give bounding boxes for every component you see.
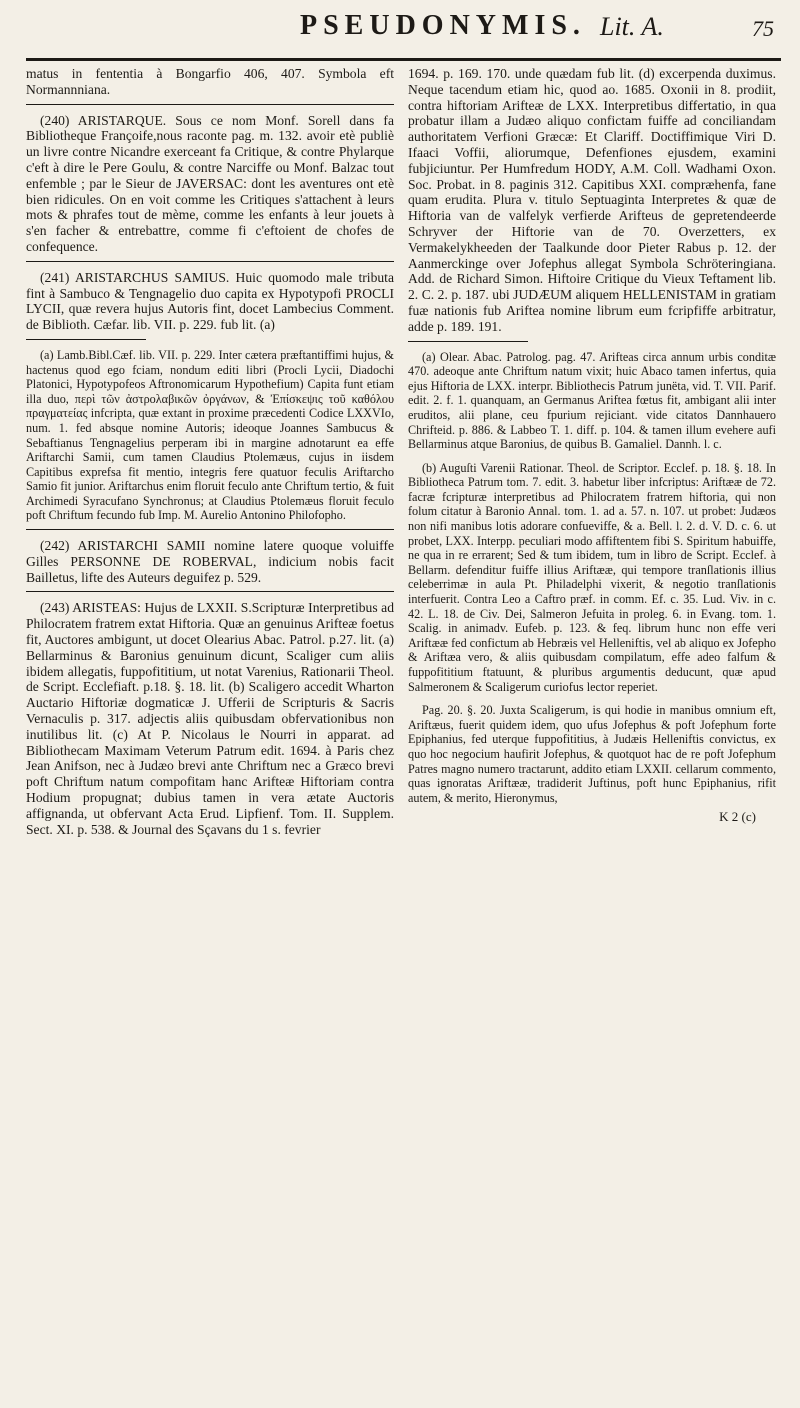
footnote-continuation: Pag. 20. §. 20. Juxta Scaligerum, is qui hodie in manibus omnium eft, Ariftæus, fuerit quidem idem, quo ufus Jofephus & poft Jofephum forte Epiphanius, fed uterque fuppofititius, à Judæis Helleniftis convictus, ex quo hoc negocium haufirit Jofephus, & quotquot hac de re poft Jofephum Patres magno numero tractarunt, addito etiam LXXII. cellarum commento, quas ignoratas Ariftææ, tradiderit Juftinus, poft hunc Epiphanius, rifit autem, & merito, Hieronymus, [408, 703, 776, 805]
footnote-a: (a) Olear. Abac. Patrolog. pag. 47. Arifteas circa annum urbis conditæ 470. adeoque ante Chriftum natum vixit; huic Abaco tamen infertus, quia ejus Hiftoria de LXX. interpr. Bibliothecis Patrum junëta, vid. T. VII. Parif. edit. 2. f. 1. quanquam, an Germanus Ariftea fœtus fit, ambigant alii inter eruditos, alii plane, ceu fpurium rejiciant. vide citatos Dannhauero Chrifteid. p. 886. & Labbeo T. 1. diff. p. 104. & tamen illum evehere aufi Bellarminus atque Baronius, de quibus B. Gamaliel. Dannh. l. c. [408, 349, 776, 452]
divider [26, 104, 394, 105]
section-label: Lit. A. [600, 12, 664, 41]
entry-242: (242) ARISTARCHI SAMII nomine latere quoque voluiffe Gilles PERSONNE DE ROBERVAL, indicium nobis facit Bailletus, lifte des Auteurs deguifez p. 529. [26, 538, 394, 585]
divider [26, 529, 394, 530]
divider [26, 261, 394, 262]
header-rule [26, 58, 781, 61]
entry-243: (243) ARISTEAS: Hujus de LXXII. S.Scripturæ Interpretibus ad Philocratem fratrem extat Hiftoria. Quæ an genuinus Arifteæ foetus fit, Auctores ambigunt, ut docet Olearius Abac. Patrol. p.27. lit. (a) Bellarminus & Baronius genuinum dicunt, Scaliger cum aliis ibidem allegatis, fuppofititium, ut notat Varenius, Rationarii Theol. de Script. Ecclefiaft. p.18. §. 18. lit. (b) Scaligero accedit Wharton Auctario Hiftoriæ dogmaticæ J. Ufferii de Scripturis & Sacris Vernaculis p. 317. adjectis aliis quibusdam obfervationibus non inutilibus lit. (c) At P. Nicolaus le Nourri in apparat. ad Bibliothecam Maximam Veterum Patrum edit. 1694. à Paris chez Jean Anifson, nec à Judæo brevi ante Chriftum nec a Græco brevi poft Chriftum natum compofitam hanc Arifteæ Hiftoriam contra Hodium propugnat; dubius tamen in vera ætate Auctoris affignanda, ut obfervant Acta Erud. Lipfienf. Tom. II. Supplem. Sect. XI. p. 538. & Journal des Sçavans du 1 s. fevrier [26, 600, 394, 837]
signature-mark: K 2 (c) [719, 809, 756, 825]
footnote-b: (b) Auguſti Varenii Rationar. Theol. de Scriptor. Ecclef. p. 18. §. 18. In Bibliotheca Patrum tom. 7. edit. 3. habetur liber infcriptus: Ariftææ de 72. facræ fcripturæ interpretibus ad Philocratem fratrem hiftoria, qui non folum citatur à Baronio Annal. tom. 1. ad a. 57. n. 107. ut probet: Judæos non nifi manibus lotis adorare confueviffe, & a. Bell. l. 2. d. V. D. c. 6. ut probet, LXX. Interpp. peculiari modo affiftentem fibi S. Spiritum habuiffe, ne qua in re errarent; Sed & tum ibidem, tum in libro de Script. Ecclef. à Bellarm. defenditur fuiffe illius Ariftææ, qui tempore tranſlationis illius celeberrimæ in aula Pt. Philadelphi vixerit, & negotio tranſlationis interfuerit. Contra Leo a Caftro præf. in comm. Ef. c. 35. Lud. Viv. in c. 42. L. 18. de Civ. Dei, Salmeron Jefuita in proleg. 6. in Evang. tom. 1. Scalig. in animadv. Eufeb. p. 123. & feq. librum hunc non effe veri Ariftææ fed confictum ab Hebræis vel Helleniftis, vel ab aliquo ex Jofepho & Ariftæa vero, & aliis quibusdam compilatum, effe adeo falfum & fuppofititium ftatuunt, & pluribus argumentis deducunt, quæ apud Salmeronem & Scaligerum curiofus lector reperiet. [408, 460, 776, 694]
running-head [0, 4, 800, 62]
footnote-a-241: (a) Lamb.Bibl.Cæf. lib. VII. p. 229. Inter cætera præftantiffimi hujus, & hactenus quod ego fciam, nondum editi libri (Procli Lycii, Diadochi Platonici, Hypotypofeos Aftronomicarum Hypothefium) Capita funt etiam illa duo, περὶ τῶν ἀστρολαβικῶν ὀργάνων, & Ἐπίσκεψις τοῦ καθόλου πραγματείας infcripta, quæ extant in proxime præcedenti Codice LXXVIo, num. 1. fed absque nomine Autoris; ideoque Joannes Sambucus & Sebaftianus Tengnagelius perperam ibi in margine adnotarunt ea effe Ariftarchi Samii, cum tamen Claudius Ptolemæus, cujus in iisdem Capitibus exprefsa fit mentio, integris fere quatuor feculis Ariftarcho Samio fit junior. Ariftarchus enim floruit feculo ante Chriftum tertio, & fuit Archimedi Syracufano Synchronus; at Claudius Ptolemæus floruit feculo poft Chriftum fecundo fub Imp. M. Aurelio Antonino Philofopho. [26, 347, 394, 523]
left-column [26, 66, 394, 1396]
entry-241: (241) ARISTARCHUS SAMIUS. Huic quomodo male tributa fint à Sambuco & Tengnagelio duo capita ex Hypotypofi PROCLI LYCII, quæ revera hujus Autoris fint, docet Lambecius Comment. de Biblioth. Cæfar. lib. VII. p. 229. fub lit. (a) [26, 269, 394, 333]
entry-240: (240) ARISTARQUE. Sous ce nom Monf. Sorell dans fa Bibliotheque Françoife,nous raconte pag. m. 132. avoir etè publiè un livre contre Nicandre exerceant fa Critique, & contre Phylarque c'eft à dire le Pere Goulu, & contre Narciffe ou Monf. Balzac tout enfemble ; par le Sieur de JAVERSAC: dont les aventures ont etè bien ridicules. On en voit comme les Critiques s'attachent à leurs mots & phrafes tout de mème, comme les enfants à leur jouets à s'en facher & entrebattre, comme fi c'eftoient de chofes de confequence. [26, 112, 394, 254]
continuation-text-right: 1694. p. 169. 170. unde quædam fub lit. (d) excerpenda duximus. Neque tacendum etiam hic, quod ao. 1685. Oxonii in 8. prodiit, contra hiftoriam Arifteæ de LXX. Interpretibus differtatio, in qua probatur illam a Judæo aliquo confictam fuiffe ad conciliandam authoritatem Verfioni Græcæ: Et Clariff. Doctiffimique Viri D. Ifaaci Voffii, aliorumque, Defenfiones ejusdem, examini fubjiciuntur. Per Humfredum HODY, A.M. Coll. Wadhami Oxon. Soc. Probat. in 8. paginis 312. Capitibus XXI. compræhenfa, fane quam erudita. Plura v. titulo Septuaginta Interpretes & quæ de Hiftoria van de valfelyk verfierde Arifteus de gepretendeerde Schryver der Hiftorie van de 70. Overzetters, ex Vermakelykheeden der Taalkunde door Pieter Rabus p. 12. der Aanmerckinge over Jofephus allegat Symbola Schröteringiana. Add. de Richard Simon. Hiftoire Critique du Vieux Teftament lib. 2. C. 2. p. 187. ubi JUDÆUM aliquem HELLENISTAM in gratiam fuæ nationis fub Ariftea nomine librum eum fcripfiffe arbitratur, adde p. 189. 191. [408, 66, 776, 334]
continuation-text: matus in fententia à Bongarfio 406, 407. Symbola eft Normannniana. [26, 66, 394, 97]
note-divider [26, 339, 146, 340]
page-number: 75 [752, 16, 774, 41]
running-title: PSEUDONYMIS. [300, 10, 586, 41]
right-column [408, 66, 776, 1396]
divider [26, 591, 394, 592]
note-divider [408, 341, 528, 342]
